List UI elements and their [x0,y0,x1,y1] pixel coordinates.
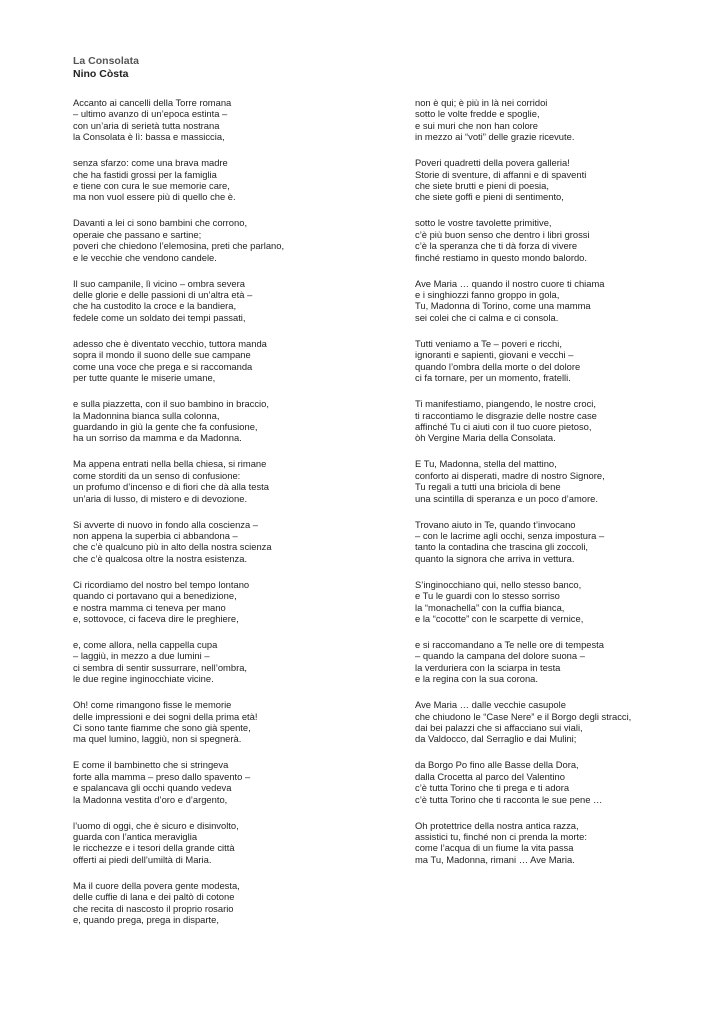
poem-line: e sui muri che non han colore [415,119,538,131]
poem-line: Poveri quadretti della povera galleria! [415,157,570,169]
stanza [415,398,715,444]
poem-line: la Madonnina bianca sulla colonna, [73,409,220,421]
poem-line: c’è più buon senso che dentro i libri grossi [415,228,590,240]
poem-line: e i singhiozzi fanno groppo in gola, [415,289,560,301]
poem-line: l’uomo di oggi, che è sicuro e disinvolto, [73,819,239,831]
poem-line: e spalancava gli occhi quando vedeva [73,782,232,794]
stanza [73,97,373,143]
poem-line: Accanto ai cancelli della Torre romana [73,97,232,108]
poem-line: che siete brutti e pieni di poesia, [415,180,549,192]
poem-line: Il suo campanile, lì vicino – ombra severa [73,277,245,289]
poem-line: e, sottovoce, ci faceva dire le preghiere, [73,612,239,624]
poem-line: ma Tu, Madonna, rimani … Ave Maria. [415,853,575,865]
poem-line: Trovano aiuto in Te, quando t’invocano [415,518,576,530]
stanza [415,97,715,143]
poem-line: fedele come un soldato dei tempi passati, [73,311,246,323]
poem-line: Oh! come rimangono fisse le memorie [73,699,232,711]
poem-line: S’inginocchiano qui, nello stesso banco, [415,578,582,590]
poem-line: la verduriera con la sciarpa in testa [415,661,561,673]
stanza [415,278,715,324]
poem-line: che ha custodito la croce e la bandiera, [73,300,237,312]
poem-line: quando l’ombra della morte o del dolore [415,360,581,372]
poem-line: quanto la signora che arriva in vettura. [415,552,575,564]
poem-line: le ricchezze e i tesori della grande città [73,842,235,854]
stanza [73,579,373,625]
poem-line: delle cuffie di lana e dei paltò di cotone [73,891,235,903]
poem-line: Ci ricordiamo del nostro bel tempo lontano [73,578,250,590]
poem-line: Tu regali a tutti una briciola di bene [415,481,561,493]
poem-line: e le vecchie che vendono candele. [73,251,217,263]
poem-line: sei colei che ci calma e ci consola. [415,311,559,323]
poem-line: ti raccontiamo le disgrazie delle nostre case [415,409,597,421]
poem-line: sotto le volte fredde e spoglie, [415,108,540,120]
stanza [415,579,715,625]
poem-title: La Consolata [73,55,139,67]
poem-line: – quando la campana del dolore suona – [415,650,585,662]
stanza [73,820,373,866]
stanza [415,820,715,866]
poem-line: Tutti veniamo a Te – poveri e ricchi, [415,337,562,349]
stanza [73,458,373,504]
poem-line: operaie che passano e sartine; [73,228,202,240]
poem-line: poveri che chiedono l’elemosina, preti che parlano, [73,240,285,252]
poem-line: ma quel lumino, laggiù, non si spegnerà. [73,733,242,745]
stanza [73,519,373,565]
poem-line: e si raccomandano a Te nelle ore di tempesta [415,638,604,650]
poem-line: e Tu le guardi con lo stesso sorriso [415,590,560,602]
poem-line: come l’acqua di un fiume la vita passa [415,842,574,854]
stanza [73,639,373,685]
poem-line: Tu, Madonna di Torino, come una mamma [415,300,591,312]
poem-line: sopra il mondo il suono delle sue campane [73,349,251,361]
poem-line: Ti manifestiamo, piangendo, le nostre croci, [415,398,596,410]
poem-line: affinché Tu ci aiuti con il tuo cuore pietoso, [415,420,592,432]
poem-line: – laggiù, in mezzo a due lumini – [73,650,210,662]
poem-line: con un’aria di serietà tutta nostrana [73,119,220,131]
poem-line: c’è tutta Torino che ti prega e ti adora [415,782,570,794]
poem-line: ci fa tornare, per un momento, fratelli. [415,372,571,384]
poem-line: e sulla piazzetta, con il suo bambino in braccio, [73,398,269,410]
poem-line: – con le lacrime agli occhi, senza impostura – [415,529,605,541]
stanza [73,217,373,263]
poem-line: quando ci portavano qui a benedizione, [73,590,237,602]
poem-line: c’è la speranza che ti dà forza di vivere [415,240,578,252]
poem-line: per tutte quante le miserie umane, [73,372,216,384]
poem-line: guardando in giù la gente che fa confusione, [73,420,258,432]
poem-line: la Consolata è lì: bassa e massiccia, [73,131,225,143]
poem-line: adesso che è diventato vecchio, tuttora manda [73,337,267,349]
poem-line: – ultimo avanzo di un’epoca estinta – [73,108,228,120]
stanza [415,217,715,263]
poem-line: sotto le vostre tavolette primitive, [415,217,552,229]
stanza [415,338,715,384]
stanza [73,759,373,805]
poem-line: E Tu, Madonna, stella del mattino, [415,458,557,470]
poem-line: e, come allora, nella cappella cupa [73,638,218,650]
stanza [73,278,373,324]
poem-line: che ha fastidi grossi per la famiglia [73,168,217,180]
poem-line: e la regina con la sua corona. [415,673,538,685]
poem-line: dai bei palazzi che si affacciano sui viali, [415,722,583,733]
poem-line: che chiudono le “Case Nere” e il Borgo degli stracci, [415,710,632,722]
poem-line: da Borgo Po fino alle Basse della Dora, [415,759,579,771]
poem-line: conforto ai disperati, madre di nostro Signore, [415,469,605,481]
poem-line: Ma il cuore della povera gente modesta, [73,879,240,891]
poem-line: un profumo d’incenso e di fiori che dà alla testa [73,481,269,493]
poem-line: non è qui; è più in là nei corridoi [415,97,548,108]
poem-line: offerti ai piedi dell’umiltà di Maria. [73,853,212,865]
stanza [415,157,715,203]
poem-line: guarda con l’antica meraviglia [73,831,198,843]
poem-line: come storditi da un senso di confusione: [73,469,241,481]
stanza [415,699,715,745]
poem-line: senza sfarzo: come una brava madre [73,157,228,169]
poem-line: Ave Maria … quando il nostro cuore ti chiama [415,277,605,289]
poem-line: e tiene con cura le sue memorie care, [73,180,230,192]
poem-line: un’aria di lusso, di mistero e di devozione. [73,492,248,504]
poem-line: E come il bambinetto che si stringeva [73,759,229,771]
poem-line: ha un sorriso da mamma e da Madonna. [73,432,242,444]
poem-line: òh Vergine Maria della Consolata. [415,432,556,444]
poem-line: Ci sono tante fiamme che sono già spente, [73,722,251,733]
poem-line: come una voce che prega e si raccomanda [73,360,253,372]
stanza [415,519,715,565]
poem-line: non appena la superbia ci abbandona – [73,529,238,541]
poem-line: e la “cocotte” con le scarpette di vernice, [415,612,584,624]
poem-line: delle impressioni e dei sogni della prima età! [73,710,258,722]
poem-line: che siete goffi e pieni di sentimento, [415,191,564,203]
stanza [415,759,715,805]
poem-line: e, quando prega, prega in disparte, [73,914,219,926]
poem-author: Nino Còsta [73,68,129,80]
poem-line: dalla Crocetta al parco del Valentino [415,770,565,782]
stanza [73,157,373,203]
stanza [73,699,373,745]
poem-line: Davanti a lei ci sono bambini che corrono, [73,217,248,229]
right-column [415,97,715,880]
stanza [415,458,715,504]
poem-line: che recita di nascosto il proprio rosario [73,902,234,914]
poem-line: da Valdocco, dal Serraglio e dai Mulini; [415,733,577,745]
poem-line: delle glorie e delle passioni di un’altra età – [73,289,253,301]
poem-line: Si avverte di nuovo in fondo alla coscienza – [73,518,259,530]
poem-line: ignoranti e sapienti, giovani e vecchi – [415,349,574,361]
poem-line: in mezzo ai “voti” delle grazie ricevute. [415,131,575,143]
poem-line: assistici tu, finché non ci prenda la morte: [415,831,587,843]
poem-line: Ave Maria … dalle vecchie casupole [415,699,566,711]
poem-line: Storie di sventure, di affanni e di spaventi [415,168,587,180]
poem-line: le due regine inginocchiate vicine. [73,673,214,685]
poem-line: ma non vuol essere più di quello che è. [73,191,236,203]
poem-line: e nostra mamma ci teneva per mano [73,601,226,613]
poem-line: la “monachella” con la cuffia bianca, [415,601,565,613]
poem-line: Oh protettrice della nostra antica razza, [415,819,579,831]
poem-line: forte alla mamma – preso dallo spavento – [73,770,251,782]
stanza [73,398,373,444]
poem-line: che c’è qualcuno più in alto della nostra scienza [73,541,272,553]
stanza [73,338,373,384]
poem-line: Ma appena entrati nella bella chiesa, si rimane [73,458,267,470]
poem-line: una scintilla di speranza e un poco d’amore. [415,492,598,504]
left-column [73,97,373,940]
poem-line: c’è tutta Torino che ti racconta le sue pene … [415,793,603,805]
poem-line: che c’è qualcosa oltre la nostra esistenza. [73,552,248,564]
stanza [415,639,715,685]
poem-line: tanto la contadina che trascina gli zoccoli, [415,541,589,553]
poem-line: finché restiamo in questo mondo balordo. [415,251,587,263]
poem-line: la Madonna vestita d’oro e d’argento, [73,793,228,805]
poem-line: ci sembra di sentir sussurrare, nell’ombra, [73,661,248,673]
stanza [73,880,373,926]
